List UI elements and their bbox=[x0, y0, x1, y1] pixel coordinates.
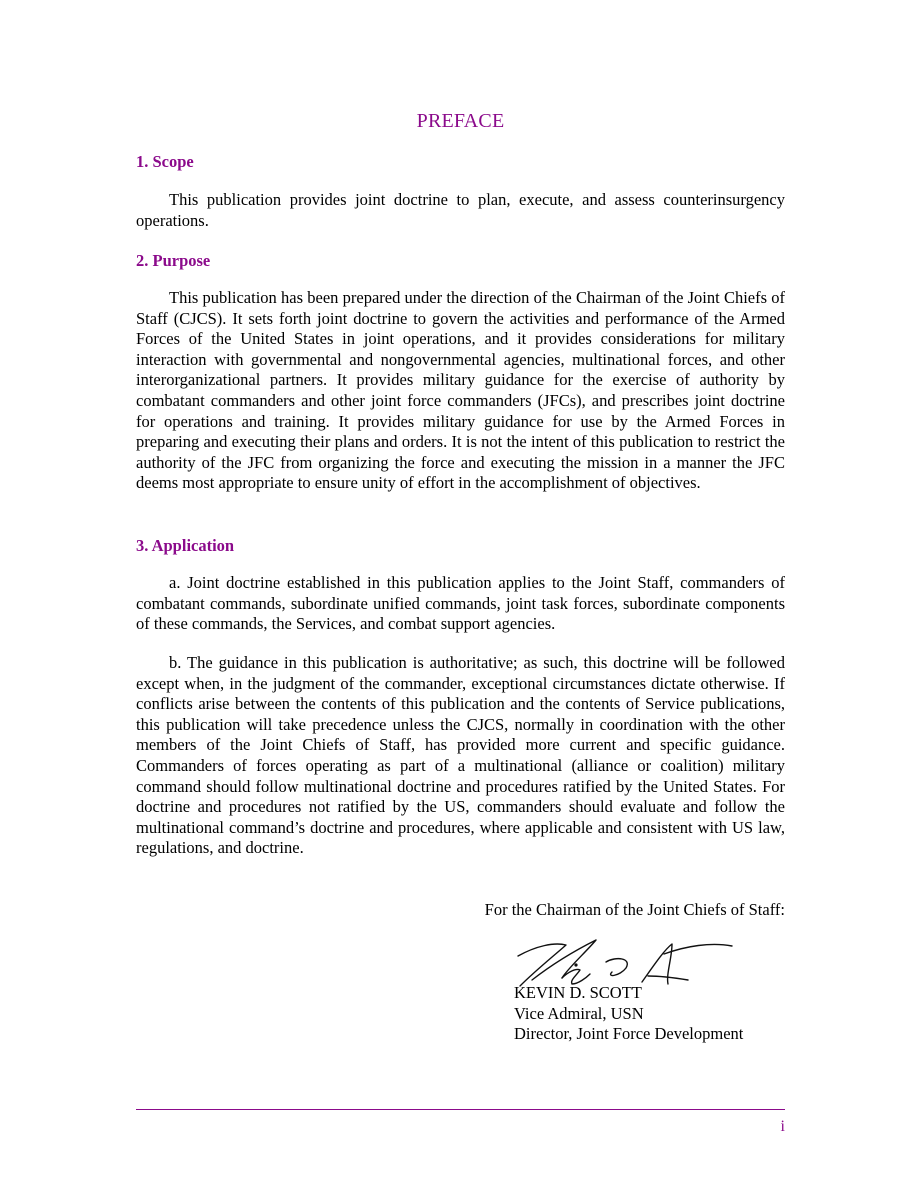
signature-block bbox=[514, 983, 743, 1045]
signatory-position: Director, Joint Force Development bbox=[514, 1024, 744, 1043]
section-heading-purpose: 2. Purpose bbox=[136, 251, 211, 270]
scope-paragraph: This publication provides joint doctrine to plan, execute, and assess counterinsurgency operations. bbox=[136, 190, 785, 230]
application-paragraph-b: b. The guidance in this publication is authoritative; as such, this doctrine will be followed except when, in the judgment of the commander, exceptional circumstances dictate otherwise. If conflicts arise between the contents of this publication and the contents of Service publications, this publication will take precedence unless the CJCS, normally in coordination with the other members of the Joint Chiefs of Staff, has provided more current and specific guidance. Commanders of forces operating as part of a multinational (alliance or coalition) military command should follow multinational doctrine and procedures ratified by the United States. For doctrine and procedures not ratified by the US, commanders should evaluate and follow the multinational command’s doctrine and procedures, where applicable and consistent with US law, regulations, and doctrine. bbox=[136, 653, 785, 858]
purpose-paragraph: This publication has been prepared under the direction of the Chairman of the Joint Chiefs of Staff (CJCS). It sets forth joint doctrine to govern the activities and performance of the Armed Forces of the United States in joint operations, and it provides considerations for military interaction with governmental and nongovernmental agencies, multinational forces, and other interorganizational partners. It provides military guidance for the exercise of authority by combatant commanders and other joint force commanders (JFCs), and prescribes joint doctrine for operations and training. It provides military guidance for use by the Armed Forces in preparing and executing their plans and orders. It is not the intent of this publication to restrict the authority of the JFC from organizing the force and executing the mission in a manner the JFC deems most appropriate to ensure unity of effort in the accomplishment of objectives. bbox=[136, 288, 785, 493]
closing-line: For the Chairman of the Joint Chiefs of Staff: bbox=[484, 900, 785, 919]
application-paragraph-a: a. Joint doctrine established in this publication applies to the Joint Staff, commanders of combatant commands, subordinate unified commands, joint task forces, subordinate components of these commands, the Services, and combat support agencies. bbox=[136, 573, 785, 634]
footer-divider bbox=[136, 1109, 785, 1110]
section-heading-scope: 1. Scope bbox=[136, 152, 194, 171]
signatory-rank: Vice Admiral, USN bbox=[514, 1003, 644, 1023]
signatory-name: KEVIN D. SCOTT bbox=[514, 983, 642, 1002]
section-heading-application: 3. Application bbox=[136, 536, 235, 555]
handwritten-signature bbox=[506, 932, 736, 990]
page-number: i bbox=[780, 1118, 785, 1135]
page-title: PREFACE bbox=[416, 110, 505, 132]
